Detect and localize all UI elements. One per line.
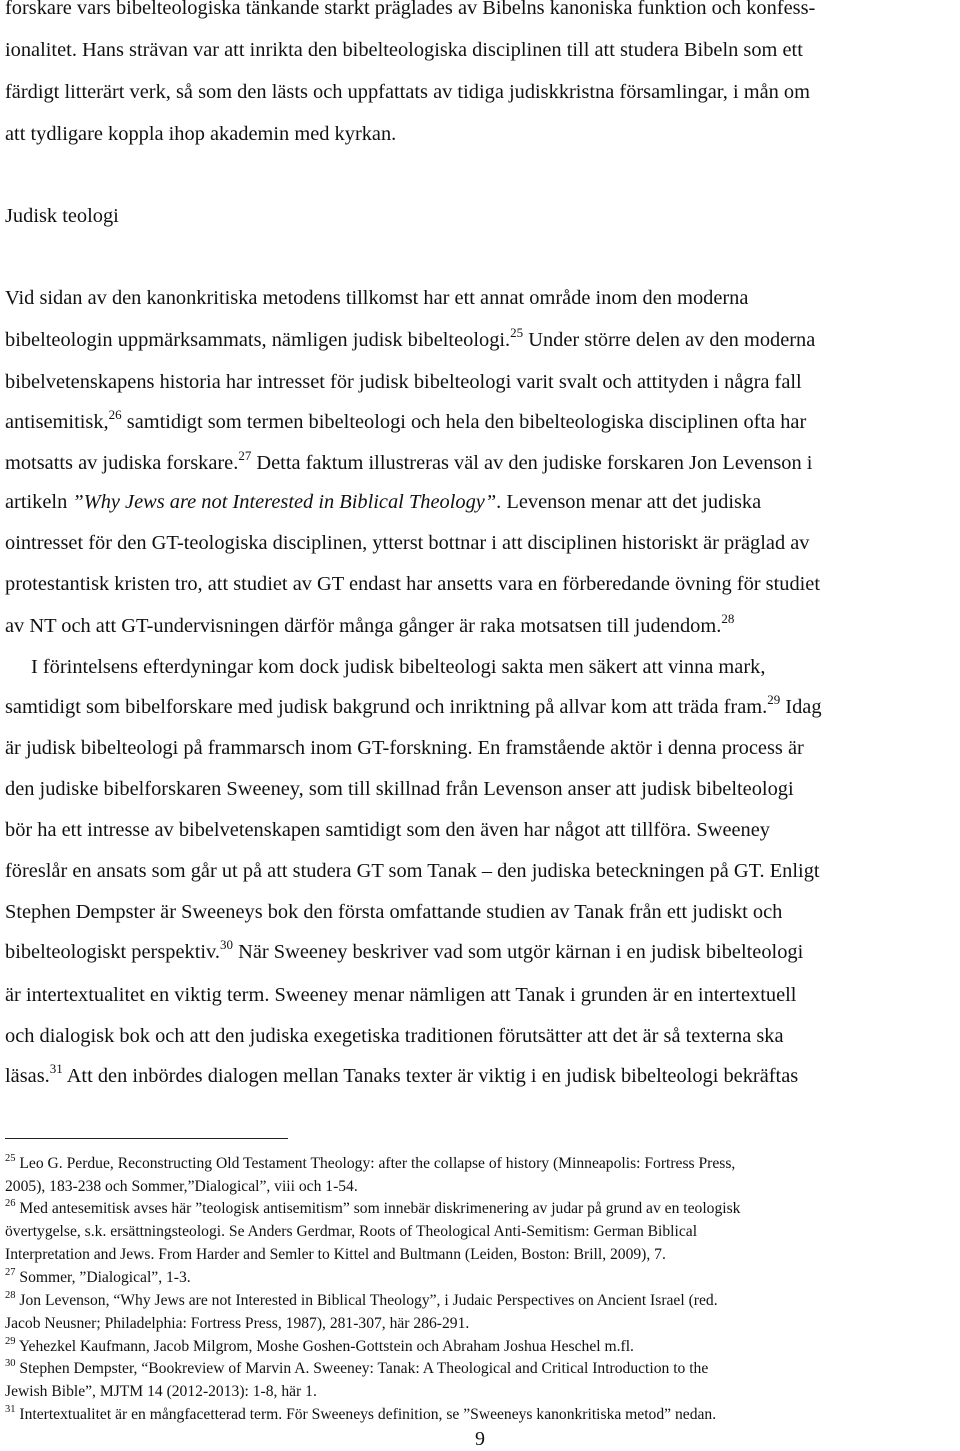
body-line: bibelvetenskapens historia har intresset för judisk bibelteologi varit svalt och attityden i några fall [5,371,802,393]
text-run: bibelteologiskt perspektiv. [5,941,221,963]
body-line: ionalitet. Hans strävan var att inrikta den bibelteologiska disciplinen till att studera Bibeln som ett [5,39,803,61]
footnote-text: Jon Levenson, “Why Jews are not Interested in Biblical Theology”, i Judaic Perspectives on Ancient Israel (red. [15,1292,718,1309]
section-heading: Judisk teologi [5,205,119,227]
text-run: samtidigt som bibelforskare med judisk bakgrund och inriktning på allvar kom att träda fram. [5,696,768,718]
footnote-ref-27[interactable]: 27 [238,448,252,463]
footnote-line: övertygelse, s.k. ersättningsteologi. Se Anders Gerdmar, Roots of Theological Anti-Semitism: German Biblical [5,1223,698,1240]
text-run: Under större delen av den moderna [523,329,816,351]
footnote-text: Yehezkel Kaufmann, Jacob Milgrom, Moshe Goshen-Gottstein och Abraham Joshua Heschel m.fl. [15,1338,634,1355]
footnote-ref-29[interactable]: 29 [767,692,781,707]
footnote-number: 28 [5,1290,16,1301]
footnote-text: Med antesemitisk avses här ”teologisk antisemitism” som innebär diskrimenering av judar på grund av en teologisk [15,1200,741,1217]
footnote-separator [5,1138,288,1139]
body-line [5,937,804,964]
footnote-ref-28[interactable]: 28 [721,611,735,626]
footnote-text: Intertextualitet är en mångfacetterad term. För Sweeneys definition, se ”Sweeneys kanonkritiska metod” nedan. [15,1406,717,1423]
footnote-line: 2005), 183-238 och Sommer,”Dialogical”, viii och 1-54. [5,1178,358,1195]
body-line: är judisk bibelteologi på frammarsch inom GT-forskning. En framstående aktör i denna process är [5,737,804,759]
article-title: ”Why Jews are not Interested in Biblical Theology” [72,491,497,513]
footnote-27 [5,1268,191,1287]
footnote-29 [5,1337,634,1356]
body-line [5,490,761,514]
footnote-26 [5,1199,740,1218]
body-line: ointresset för den GT-teologiska disciplinen, ytterst bottnar i att disciplinen historiskt är präglad av [5,532,810,554]
body-line: att tydligare koppla ihop akademin med kyrkan. [5,123,397,145]
footnote-ref-25[interactable]: 25 [510,325,524,340]
body-line: I förintelsens efterdyningar kom dock judisk bibelteologi sakta men säkert att vinna mark, [31,656,766,678]
text-run: läsas. [5,1065,50,1087]
body-line [5,325,816,352]
footnote-30 [5,1359,708,1378]
footnote-text: Leo G. Perdue, Reconstructing Old Testament Theology: after the collapse of history (Minneapolis: Fortress Press, [15,1155,736,1172]
body-line: den judiske bibelforskaren Sweeney, som till skillnad från Levenson anser att judisk bibelteologi [5,778,794,800]
footnote-line: Jewish Bible”, MJTM 14 (2012-2013): 1-8, här 1. [5,1383,317,1400]
footnote-31 [5,1405,716,1424]
body-line: är intertextualitet en viktig term. Sweeney menar nämligen att Tanak i grunden är en intertextuell [5,984,797,1006]
body-line: Vid sidan av den kanonkritiska metodens tillkomst har ett annat område inom den moderna [5,287,749,309]
body-line: och dialogisk bok och att den judiska exegetiska traditionen förutsätter att det är så texterna ska [5,1025,784,1047]
text-run: artikeln [5,491,73,513]
body-line [5,448,813,475]
text-run: bibelteologin uppmärksammats, nämligen judisk bibelteologi. [5,329,511,351]
text-run: . Levenson menar att det judiska [496,491,762,513]
footnote-number: 30 [5,1358,16,1369]
footnote-28 [5,1291,718,1310]
text-run: Idag [780,696,822,718]
body-line [5,407,807,434]
body-line: bör ha ett intresse av bibelvetenskapen samtidigt som den även har något att tillföra. Sweeney [5,819,770,841]
footnote-text: Stephen Dempster, “Bookreview of Marvin A. Sweeney: Tanak: A Theological and Critical Introduction to the [15,1360,709,1377]
footnote-ref-30[interactable]: 30 [220,937,234,952]
body-line [5,1061,799,1088]
body-line: färdigt litterärt verk, så som den lästs och uppfattats av tidiga judiskkristna församlingar, i mån om [5,81,810,103]
body-line: Stephen Dempster är Sweeneys bok den första omfattande studien av Tanak från ett judiskt och [5,901,783,923]
text-run: samtidigt som termen bibelteologi och hela den bibelteologiska disciplinen ofta har [121,411,807,433]
footnote-ref-31[interactable]: 31 [49,1061,63,1076]
text-run: Detta faktum illustreras väl av den judiske forskaren Jon Levenson i [251,452,813,474]
body-line: föreslår en ansats som går ut på att studera GT som Tanak – den judiska beteckningen på GT. Enligt [5,860,820,882]
body-line: forskare vars bibelteologiska tänkande starkt präglades av Bibelns kanoniska funktion och konfess- [5,0,816,19]
page-number: 9 [475,1428,485,1450]
text-run: antisemitisk, [5,411,109,433]
body-line: protestantisk kristen tro, att studiet av GT endast har ansetts vara en förberedande övning för studiet [5,573,821,595]
footnote-number: 31 [5,1404,16,1415]
footnote-number: 27 [5,1267,16,1278]
footnote-number: 25 [5,1153,16,1164]
footnote-line: Interpretation and Jews. From Harder and Semler to Kittel and Bultmann (Leiden, Boston: Brill, 2009), 7. [5,1246,666,1263]
footnote-25 [5,1154,735,1173]
text-run: av NT och att GT-undervisningen därför många gånger är raka motsatsen till judendom. [5,615,722,637]
footnote-number: 26 [5,1198,16,1209]
text-run: motsatts av judiska forskare. [5,452,239,474]
footnote-ref-26[interactable]: 26 [108,407,122,422]
body-line [5,692,822,719]
footnote-line: Jacob Neusner; Philadelphia: Fortress Press, 1987), 281-307, här 286-291. [5,1315,470,1332]
text-run: Att den inbördes dialogen mellan Tanaks texter är viktig i en judisk bibelteologi bekräftas [62,1065,799,1087]
body-line [5,611,735,638]
footnote-text: Sommer, ”Dialogical”, 1-3. [15,1269,191,1286]
footnote-number: 29 [5,1336,16,1347]
text-run: När Sweeney beskriver vad som utgör kärnan i en judisk bibelteologi [233,941,804,963]
